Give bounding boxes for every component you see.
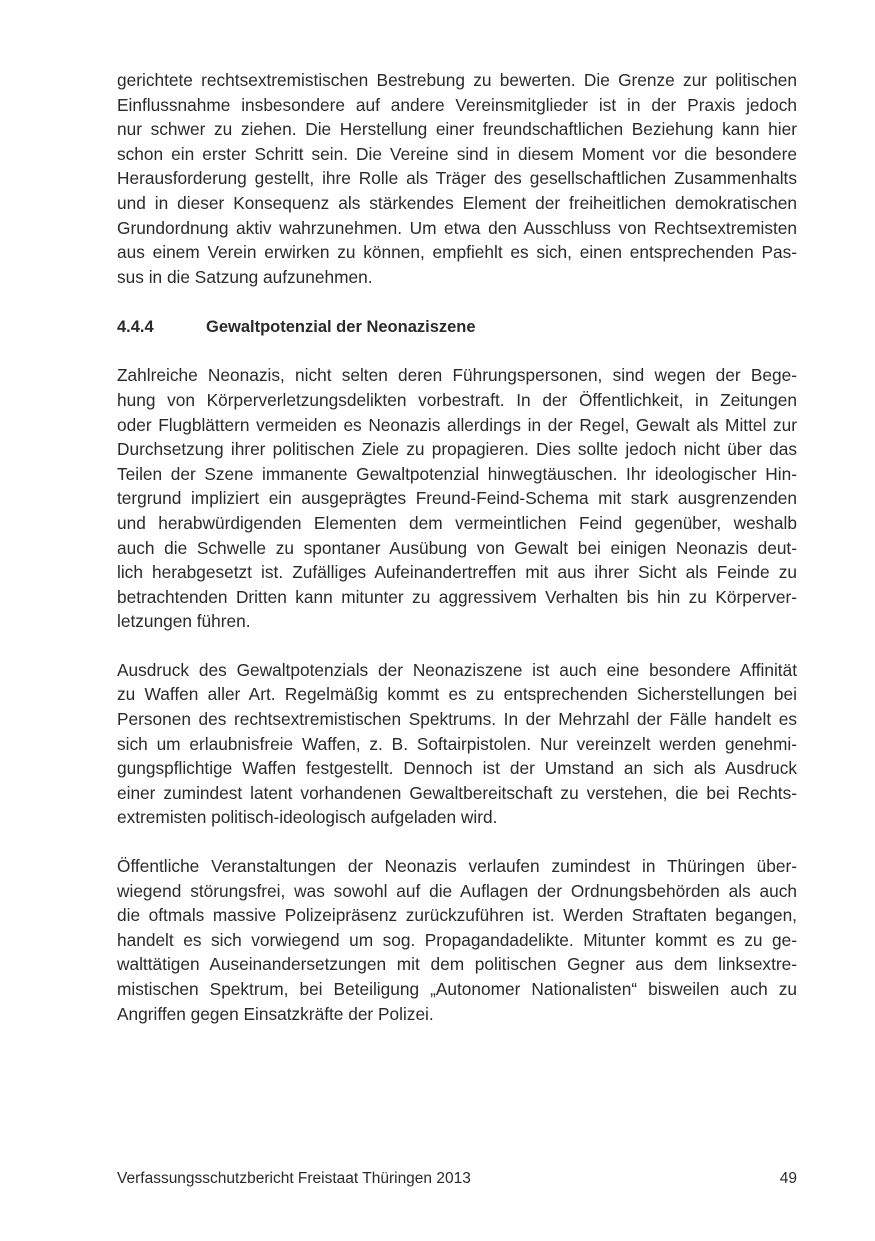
- footer-publication-title: Verfassungsschutzbericht Freistaat Thüringen 2013: [117, 1170, 471, 1187]
- paragraph-2-line: tergrund impliziert ein ausgeprägtes Freund-Feind-Schema mit stark ausgrenzenden: [117, 488, 797, 509]
- paragraph-3-line: zu Waffen aller Art. Regelmäßig kommt es zu entsprechenden Sicherstellungen bei: [117, 684, 797, 705]
- page-content: [117, 68, 797, 1026]
- paragraph-4-line: Öffentliche Veranstaltungen der Neonazis verlaufen zumindest in Thüringen über-: [117, 856, 797, 877]
- paragraph-3-line: einer zumindest latent vorhandenen Gewaltbereitschaft zu verstehen, die bei Rechts-: [117, 782, 797, 803]
- paragraph-1-line: Einflussnahme insbesondere auf andere Vereinsmitglieder ist in der Praxis jedoch: [117, 94, 797, 115]
- paragraph-3-line: gungspflichtige Waffen festgestellt. Dennoch ist der Umstand an sich als Ausdruck: [117, 758, 797, 779]
- paragraph-4-line: wiegend störungsfrei, was sowohl auf die Auflagen der Ordnungsbehörden als auch: [117, 880, 797, 901]
- paragraph-4: [117, 854, 797, 1026]
- paragraph-2-line: und herabwürdigenden Elementen dem vermeintlichen Feind gegenüber, weshalb: [117, 512, 797, 533]
- paragraph-4-line: mistischen Spektrum, bei Beteiligung „Autonomer Nationalisten“ bisweilen auch zu: [117, 979, 797, 999]
- section-heading: [117, 315, 797, 339]
- paragraph-1-line: und in dieser Konsequenz als stärkendes Element der freiheitlichen demokratischen: [117, 192, 797, 213]
- paragraph-3-line: Personen des rechtsextremistischen Spektrums. In der Mehrzahl der Fälle handelt es: [117, 709, 797, 730]
- paragraph-2-line: hung von Körperverletzungsdelikten vorbestraft. In der Öffentlichkeit, in Zeitungen: [117, 389, 797, 410]
- paragraph-1-line: Grundordnung aktiv wahrzunehmen. Um etwa den Ausschluss von Rechtsextremisten: [117, 217, 797, 238]
- paragraph-2: [117, 363, 797, 634]
- paragraph-4-line: Angriffen gegen Einsatzkräfte der Polizei.: [117, 1003, 434, 1024]
- section-title: Gewaltpotenzial der Neonaziszene: [206, 318, 476, 337]
- paragraph-3-line: sich um erlaubnisfreie Waffen, z. B. Softairpistolen. Nur vereinzelt werden genehmi-: [117, 733, 797, 754]
- paragraph-4-line: die oftmals massive Polizeipräsenz zurückzuführen ist. Werden Straftaten begangen,: [117, 905, 797, 926]
- page-footer: [117, 1168, 797, 1190]
- paragraph-1-line: Herausforderung gestellt, ihre Rolle als Träger des gesellschaftlichen Zusammenhalts: [117, 168, 797, 189]
- paragraph-1-line: aus einem Verein erwirken zu können, empfiehlt es sich, einen entsprechenden Pas-: [117, 242, 797, 263]
- paragraph-2-line: Durchsetzung ihrer politischen Ziele zu propagieren. Dies sollte jedoch nicht über das: [117, 439, 797, 460]
- paragraph-2-line: Zahlreiche Neonazis, nicht selten deren Führungspersonen, sind wegen der Bege-: [117, 365, 797, 386]
- paragraph-1-line: gerichtete rechtsextremistischen Bestrebung zu bewerten. Die Grenze zur politischen: [117, 70, 797, 90]
- paragraph-1-line: sus in die Satzung aufzunehmen.: [117, 266, 373, 287]
- page-number: 49: [779, 1170, 797, 1187]
- paragraph-4-line: handelt es sich vorwiegend um sog. Propagandadelikte. Mitunter kommt es zu ge-: [117, 929, 797, 950]
- paragraph-2-line: auch die Schwelle zu spontaner Ausübung von Gewalt bei einigen Neonazis deut-: [117, 537, 797, 558]
- paragraph-4-line: walttätigen Auseinandersetzungen mit dem politischen Gegner aus dem linksextre-: [117, 954, 797, 975]
- paragraph-1-line: schon ein erster Schritt sein. Die Vereine sind in diesem Moment vor die besondere: [117, 143, 797, 164]
- paragraph-2-line: oder Flugblättern vermeiden es Neonazis allerdings in der Regel, Gewalt als Mittel zur: [117, 414, 797, 435]
- paragraph-3-line: extremisten politisch-ideologisch aufgeladen wird.: [117, 807, 498, 828]
- paragraph-2-line: Teilen der Szene immanente Gewaltpotenzial hinwegtäuschen. Ihr ideologischer Hin-: [117, 463, 797, 484]
- section-number: 4.4.4: [117, 318, 154, 337]
- paragraph-2-line: letzungen führen.: [117, 611, 251, 632]
- paragraph-3-line: Ausdruck des Gewaltpotenzials der Neonaziszene ist auch eine besondere Affinität: [117, 659, 797, 680]
- paragraph-1: [117, 68, 797, 289]
- paragraph-2-line: betrachtenden Dritten kann mitunter zu aggressivem Verhalten bis hin zu Körperver-: [117, 586, 797, 607]
- paragraph-3: [117, 658, 797, 830]
- paragraph-2-line: lich herabgesetzt ist. Zufälliges Aufeinandertreffen mit aus ihrer Sicht als Feinde zu: [117, 562, 797, 583]
- paragraph-1-line: nur schwer zu ziehen. Die Herstellung einer freundschaftlichen Beziehung kann hier: [117, 119, 797, 140]
